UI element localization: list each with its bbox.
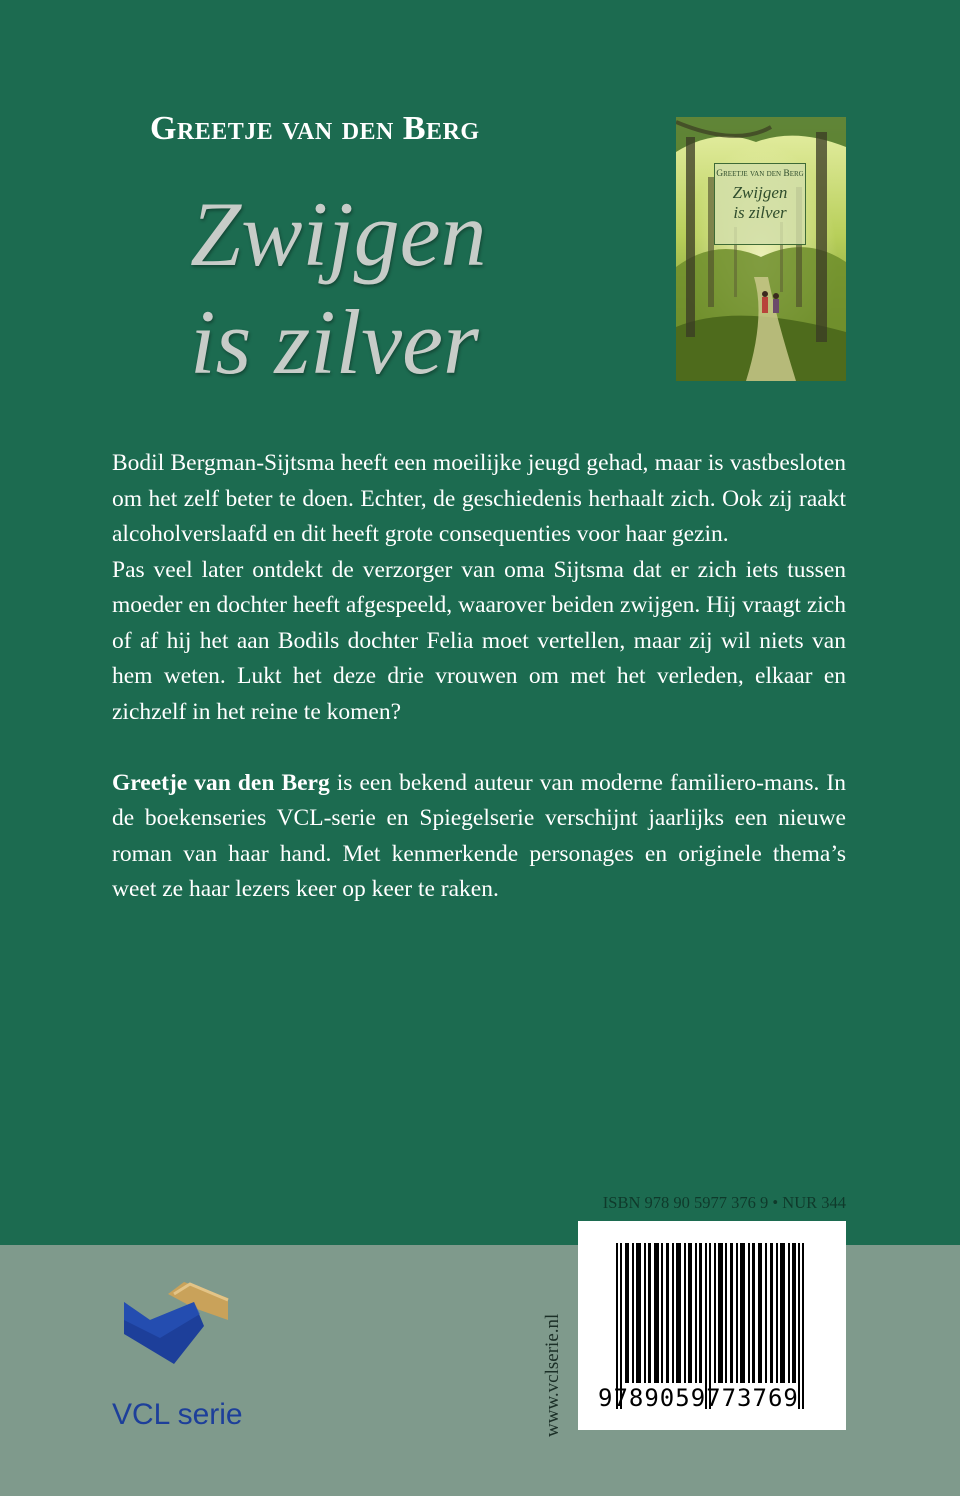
website-url-text: www.vclserie.nl	[542, 1313, 563, 1437]
book-title	[190, 180, 610, 396]
front-cover-thumbnail	[676, 117, 846, 381]
book-title-line-1: Zwijgen	[190, 183, 487, 285]
vcl-logo-icon	[124, 1280, 230, 1366]
synopsis-paragraph-1: Bodil Bergman-Sijtsma heeft een moeilijke jeugd gehad, maar is vastbesloten om het zelf beter te doen. Echter, de geschiedenis herhaalt zich. Ook zij raakt alcoholverslaafd en dit heeft grote consequenties voor haar gezin.	[112, 450, 846, 547]
barcode	[578, 1221, 846, 1430]
website-url	[542, 1287, 576, 1437]
thumbnail-author: Greetje van den Berg	[716, 169, 804, 179]
forest-path-illustration	[676, 117, 846, 381]
thumbnail-title-line-2: is zilver	[733, 203, 787, 222]
thumbnail-title-label	[714, 163, 806, 245]
publisher-logo-text: VCL serie	[112, 1398, 243, 1431]
synopsis-paragraph-2: Pas veel later ontdekt de verzorger van oma Sijtsma dat er zich iets tussen moeder en dochter heeft afgespeeld, waarover beiden zwijgen. Hij vraagt zich of af hij het aan Bodils dochter Felia moet vertellen, maar zij wil niets van hem weten. Lukt het deze drie vrouwen om met het verleden, elkaar en zichzelf in het reine te komen?	[112, 556, 846, 725]
synopsis	[112, 446, 846, 908]
book-title-line-2: is zilver	[190, 291, 479, 393]
author-bio	[112, 766, 846, 908]
thumbnail-title-line-1: Zwijgen	[732, 183, 788, 202]
barcode-digits: 9789059773769	[598, 1384, 799, 1412]
isbn-line: ISBN 978 90 5977 376 9 • NUR 344	[602, 1193, 846, 1212]
author-bio-name: Greetje van den Berg	[112, 769, 330, 796]
author-bio-text: is een bekend auteur van moderne familiero-mans. In de boekenseries VCL-serie en Spiegelserie verschijnt jaarlijks een nieuwe roman van haar hand. Met kenmerkende personages en originele thema’s weet ze haar lezers keer op keer te raken.	[112, 769, 846, 902]
author-name: Greetje van den Berg	[150, 110, 480, 147]
